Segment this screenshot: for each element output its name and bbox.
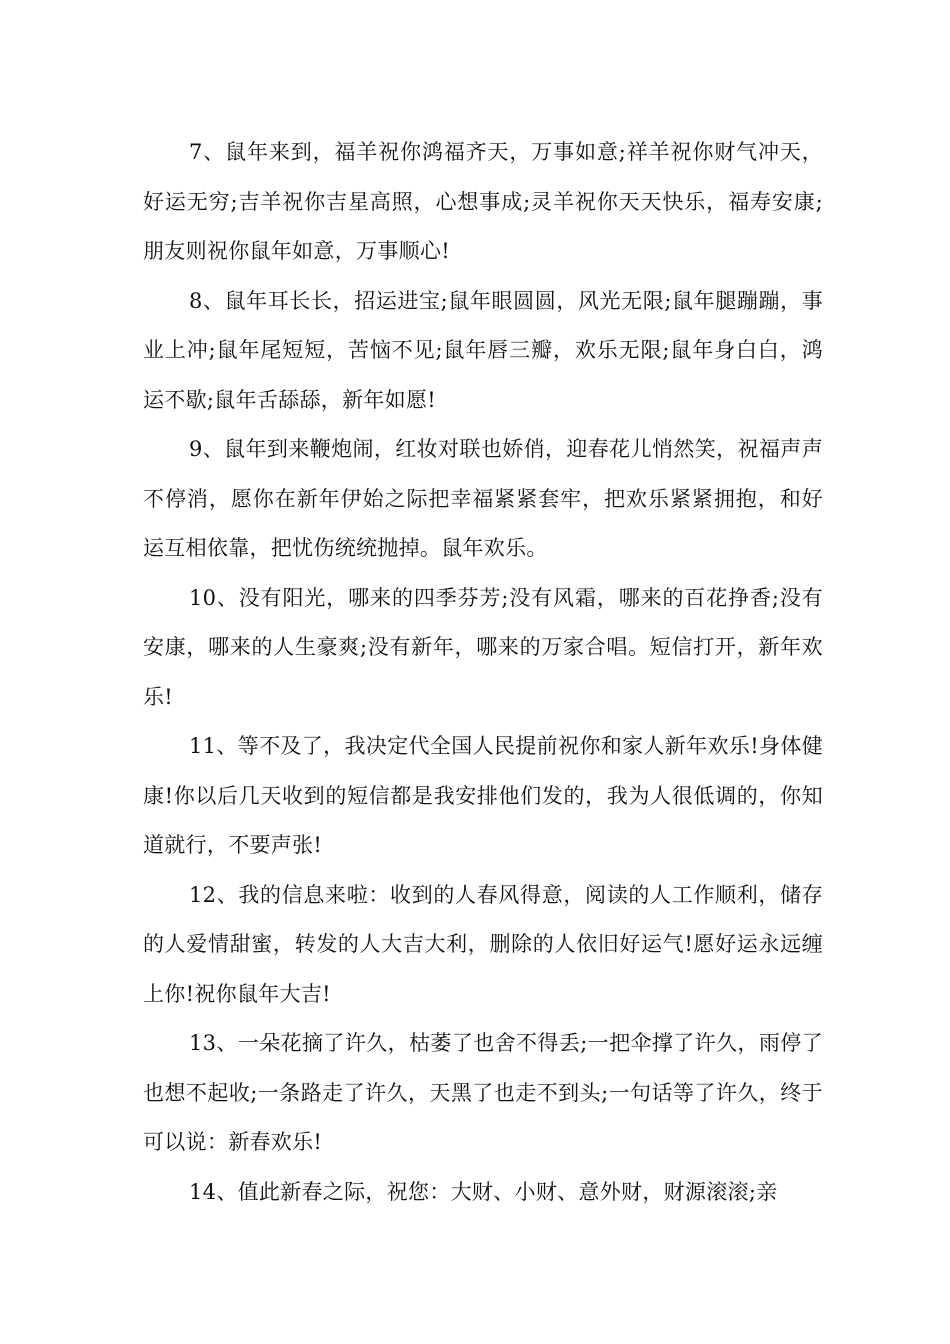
- document-body: [143, 128, 823, 1217]
- paragraph-13: 13、一朵花摘了许久，枯萎了也舍不得丢;一把伞撑了许久，雨停了也想不起收;一条路走了许久，天黑了也走不到头;一句话等了许久，终于可以说：新春欢乐!: [143, 1031, 823, 1154]
- paragraph-7: 7、鼠年来到，福羊祝你鸿福齐天，万事如意;祥羊祝你财气冲天，好运无穷;吉羊祝你吉星高照，心想事成;灵羊祝你天天快乐，福寿安康;朋友则祝你鼠年如意，万事顺心!: [143, 140, 823, 263]
- paragraph-11: 11、等不及了，我决定代全国人民提前祝你和家人新年欢乐!身体健康!你以后几天收到的短信都是我安排他们发的，我为人很低调的，你知道就行，不要声张!: [143, 734, 823, 857]
- paragraph-12: 12、我的信息来啦：收到的人春风得意，阅读的人工作顺利，储存的人爱情甜蜜，转发的人大吉大利，删除的人依旧好运气!愿好运永远缠上你!祝你鼠年大吉!: [143, 882, 823, 1006]
- paragraph-8: 8、鼠年耳长长，招运进宝;鼠年眼圆圆，风光无限;鼠年腿蹦蹦，事业上冲;鼠年尾短短，苦恼不见;鼠年唇三瓣，欢乐无限;鼠年身白白，鸿运不歇;鼠年舌舔舔，新年如愿!: [143, 288, 823, 412]
- paragraph-10: 10、没有阳光，哪来的四季芬芳;没有风霜，哪来的百花挣香;没有安康，哪来的人生豪爽;没有新年，哪来的万家合唱。短信打开，新年欢乐!: [143, 585, 823, 709]
- paragraph-9: 9、鼠年到来鞭炮闹，红妆对联也娇俏，迎春花儿悄然笑，祝福声声不停消，愿你在新年伊始之际把幸福紧紧套牢，把欢乐紧紧拥抱，和好运互相依靠，把忧伤统统抛掉。鼠年欢乐。: [143, 437, 823, 560]
- paragraph-14: 14、值此新春之际，祝您：大财、小财、意外财，财源滚滚;亲: [189, 1179, 778, 1204]
